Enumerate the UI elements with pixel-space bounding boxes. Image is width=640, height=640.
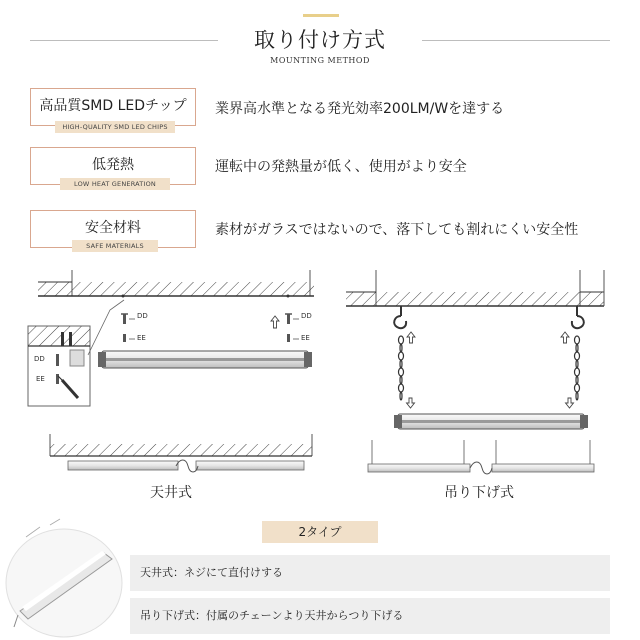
type-info-ceiling: 天井式：ネジにて直付けする — [130, 555, 610, 591]
screw-icon — [121, 314, 135, 324]
up-arrow-icon — [407, 332, 415, 343]
ceiling-linked-diagram — [50, 434, 312, 472]
hanging-linked-diagram — [368, 440, 594, 474]
up-arrow-icon — [271, 316, 279, 328]
label-dd: DD — [137, 312, 148, 320]
label-ee: EE — [301, 334, 310, 342]
type-count-badge: 2タイプ — [262, 521, 378, 543]
chain — [399, 336, 404, 400]
screw-icon — [287, 334, 299, 342]
caption-ceiling-mount: 天井式 — [150, 485, 192, 501]
hook-icon — [394, 306, 406, 328]
ceiling-mount-diagram — [28, 270, 314, 406]
down-arrow-icon — [566, 398, 574, 408]
screw-icon — [123, 334, 135, 342]
feature-tag: SAFE MATERIALS — [72, 240, 158, 252]
hook-icon — [572, 306, 584, 328]
page-title: 取り付け方式 — [254, 28, 386, 52]
caption-hanging-mount: 吊り下げ式 — [444, 485, 514, 501]
hanging-mount-diagram — [346, 270, 604, 429]
feature-description: 素材がガラスではないので、落下しても割れにくい安全性 — [215, 222, 579, 238]
feature-description: 業界高水準となる発光効率200LM/Wを達する — [215, 101, 505, 117]
feature-tag: HIGH-QUALITY SMD LED CHIPS — [55, 121, 175, 133]
feature-description: 運転中の発熱量が低く、使用がより安全 — [215, 159, 467, 175]
label-ee: EE — [137, 334, 146, 342]
feature-name: 高品質SMD LEDチップ — [39, 98, 187, 114]
page-subtitle: MOUNTING METHOD — [270, 56, 370, 65]
feature-tag: LOW HEAT GENERATION — [60, 178, 170, 190]
down-arrow-icon — [407, 398, 415, 408]
label-dd: DD — [34, 355, 45, 363]
up-arrow-icon — [561, 332, 569, 343]
type-info-hanging: 吊り下げ式：付属のチェーンより天井からつり下げる — [130, 598, 610, 634]
label-dd: DD — [301, 312, 312, 320]
feature-name: 安全材料 — [85, 220, 141, 236]
product-lamp-image — [0, 515, 130, 640]
feature-name: 低発熱 — [92, 157, 134, 173]
chain — [575, 336, 580, 400]
screw-icon — [285, 314, 299, 324]
label-ee: EE — [36, 375, 45, 383]
